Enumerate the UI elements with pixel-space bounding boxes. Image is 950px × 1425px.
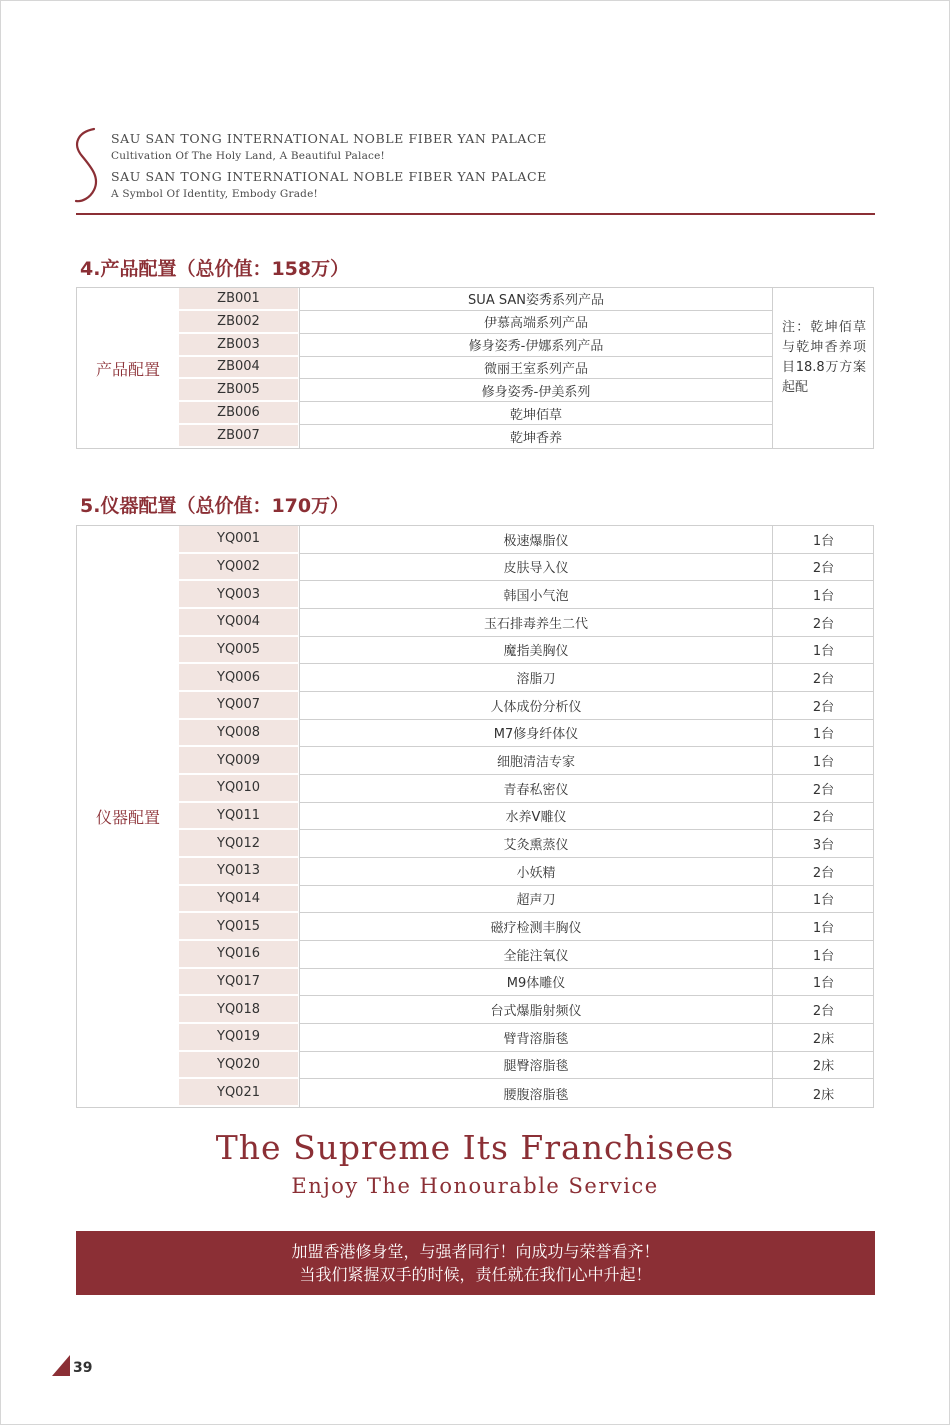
product-section-title: 4.产品配置（总价值：158万）	[80, 258, 350, 280]
row-name: 修身姿秀-伊娜系列产品	[299, 334, 773, 357]
table-row	[179, 402, 874, 425]
table-row	[179, 379, 874, 402]
row-name: 韩国小气泡	[299, 581, 773, 609]
table-row	[179, 664, 874, 692]
header-line-3: SAU SAN TONG INTERNATIONAL NOBLE FIBER YAN PALACE	[111, 169, 547, 184]
instrument-category-label: 仪器配置	[95, 808, 160, 827]
row-code: YQ014	[179, 886, 298, 914]
row-name: 小妖精	[299, 858, 773, 886]
table-row	[179, 288, 874, 311]
row-name: 乾坤佰草	[299, 402, 773, 425]
row-name: 修身姿秀-伊美系列	[299, 379, 773, 402]
row-name: 极速爆脂仪	[299, 526, 773, 554]
page-corner-triangle-icon	[52, 1355, 70, 1376]
row-code: YQ006	[179, 664, 298, 692]
row-name: 腿臀溶脂毯	[299, 1052, 773, 1080]
row-name: SUA SAN姿秀系列产品	[299, 288, 773, 311]
header-divider	[76, 213, 875, 215]
slogan-subtitle: Enjoy The Honourable Service	[291, 1174, 659, 1198]
row-name: 超声刀	[299, 886, 773, 914]
row-code: YQ020	[179, 1052, 298, 1080]
table-row	[179, 1052, 874, 1080]
row-name: 臂背溶脂毯	[299, 1024, 773, 1052]
row-name: 青春私密仪	[299, 775, 773, 803]
table-row	[179, 526, 874, 554]
table-row	[179, 941, 874, 969]
product-note: 注：乾坤佰草与乾坤香养项目18.8万方案起配	[782, 320, 866, 395]
row-name: 台式爆脂射频仪	[299, 996, 773, 1024]
row-quantity: 1台	[773, 637, 874, 665]
row-code: YQ009	[179, 747, 298, 775]
table-row	[179, 996, 874, 1024]
header-line-2: Cultivation Of The Holy Land, A Beautiful Palace!	[111, 150, 385, 162]
table-row	[179, 1024, 874, 1052]
row-code: YQ019	[179, 1024, 298, 1052]
row-name: 玉石排毒养生二代	[299, 609, 773, 637]
product-category-label: 产品配置	[95, 359, 160, 379]
row-code: YQ011	[179, 803, 298, 831]
table-row	[179, 581, 874, 609]
product-table	[76, 287, 874, 449]
table-row	[179, 720, 874, 748]
row-code: YQ013	[179, 858, 298, 886]
row-code: ZB004	[179, 357, 298, 380]
row-code: YQ005	[179, 637, 298, 665]
row-name: 全能注氧仪	[299, 941, 773, 969]
row-quantity: 1台	[773, 941, 874, 969]
table-row	[179, 357, 874, 380]
row-quantity: 2床	[773, 1024, 874, 1052]
row-name: M7修身纤体仪	[299, 720, 773, 748]
row-quantity: 1台	[773, 747, 874, 775]
row-name: 艾灸熏蒸仪	[299, 830, 773, 858]
row-name: M9体雕仪	[299, 969, 773, 997]
table-row	[179, 858, 874, 886]
row-quantity: 1台	[773, 720, 874, 748]
table-row	[179, 311, 874, 334]
row-code: YQ001	[179, 526, 298, 554]
table-row	[179, 692, 874, 720]
franchise-banner	[76, 1231, 875, 1295]
row-name: 水养V雕仪	[299, 803, 773, 831]
table-row	[179, 830, 874, 858]
header-line-4: A Symbol Of Identity, Embody Grade!	[111, 188, 318, 200]
row-code: YQ015	[179, 913, 298, 941]
row-code: YQ010	[179, 775, 298, 803]
page-number: 39	[73, 1360, 93, 1376]
row-quantity: 1台	[773, 526, 874, 554]
row-quantity: 2台	[773, 775, 874, 803]
row-quantity: 2台	[773, 609, 874, 637]
row-code: YQ007	[179, 692, 298, 720]
row-quantity: 2床	[812, 1087, 835, 1103]
table-row	[179, 803, 874, 831]
row-code: YQ003	[179, 581, 298, 609]
row-code: ZB006	[179, 402, 298, 425]
row-code: YQ002	[179, 554, 298, 582]
row-code: ZB007	[179, 425, 298, 448]
row-name: 皮肤导入仪	[299, 554, 773, 582]
row-quantity: 1台	[773, 913, 874, 941]
table-row	[179, 886, 874, 914]
row-code: YQ017	[179, 969, 298, 997]
table-row	[179, 425, 874, 448]
row-code: ZB002	[179, 311, 298, 334]
table-row	[179, 1079, 874, 1107]
row-name: 人体成份分析仪	[299, 692, 773, 720]
row-code: YQ021	[179, 1079, 298, 1107]
row-quantity: 2台	[773, 664, 874, 692]
row-quantity: 1台	[773, 886, 874, 914]
table-row	[179, 969, 874, 997]
row-quantity: 3台	[773, 830, 874, 858]
row-name: 溶脂刀	[299, 664, 773, 692]
table-row	[179, 775, 874, 803]
table-row	[179, 609, 874, 637]
table-row	[179, 554, 874, 582]
row-quantity: 1台	[773, 581, 874, 609]
row-code: YQ016	[179, 941, 298, 969]
header-line-1: SAU SAN TONG INTERNATIONAL NOBLE FIBER YAN PALACE	[111, 131, 547, 146]
instrument-table	[76, 525, 874, 1108]
row-quantity: 2台	[773, 858, 874, 886]
banner-line-1: 加盟香港修身堂，与强者同行！向成功与荣誉看齐！	[291, 1242, 660, 1261]
row-name: 魔指美胸仪	[299, 637, 773, 665]
row-quantity: 2台	[773, 692, 874, 720]
row-code: YQ004	[179, 609, 298, 637]
row-code: ZB005	[179, 379, 298, 402]
row-code: YQ018	[179, 996, 298, 1024]
row-code: YQ008	[179, 720, 298, 748]
row-name: 微丽王室系列产品	[299, 357, 773, 380]
instrument-section-title: 5.仪器配置（总价值：170万）	[80, 495, 350, 517]
row-code: ZB001	[179, 288, 298, 311]
row-quantity: 2床	[773, 1052, 874, 1080]
row-quantity: 1台	[773, 969, 874, 997]
row-quantity: 2台	[773, 554, 874, 582]
row-name: 腰腹溶脂毯	[299, 1079, 773, 1107]
table-row	[179, 913, 874, 941]
row-quantity: 2台	[773, 803, 874, 831]
table-row	[179, 637, 874, 665]
slogan-title: The Supreme Its Franchisees	[215, 1128, 735, 1167]
row-quantity: 2台	[773, 996, 874, 1024]
table-row	[179, 747, 874, 775]
logo-s-icon	[68, 126, 108, 204]
row-name: 磁疗检测丰胸仪	[299, 913, 773, 941]
row-code: YQ012	[179, 830, 298, 858]
row-name: 乾坤香养	[299, 425, 773, 448]
row-code: ZB003	[179, 334, 298, 357]
table-row	[179, 334, 874, 357]
row-name: 细胞清洁专家	[299, 747, 773, 775]
banner-line-2: 当我们紧握双手的时候，责任就在我们心中升起！	[299, 1265, 652, 1284]
row-name: 伊慕高端系列产品	[299, 311, 773, 334]
